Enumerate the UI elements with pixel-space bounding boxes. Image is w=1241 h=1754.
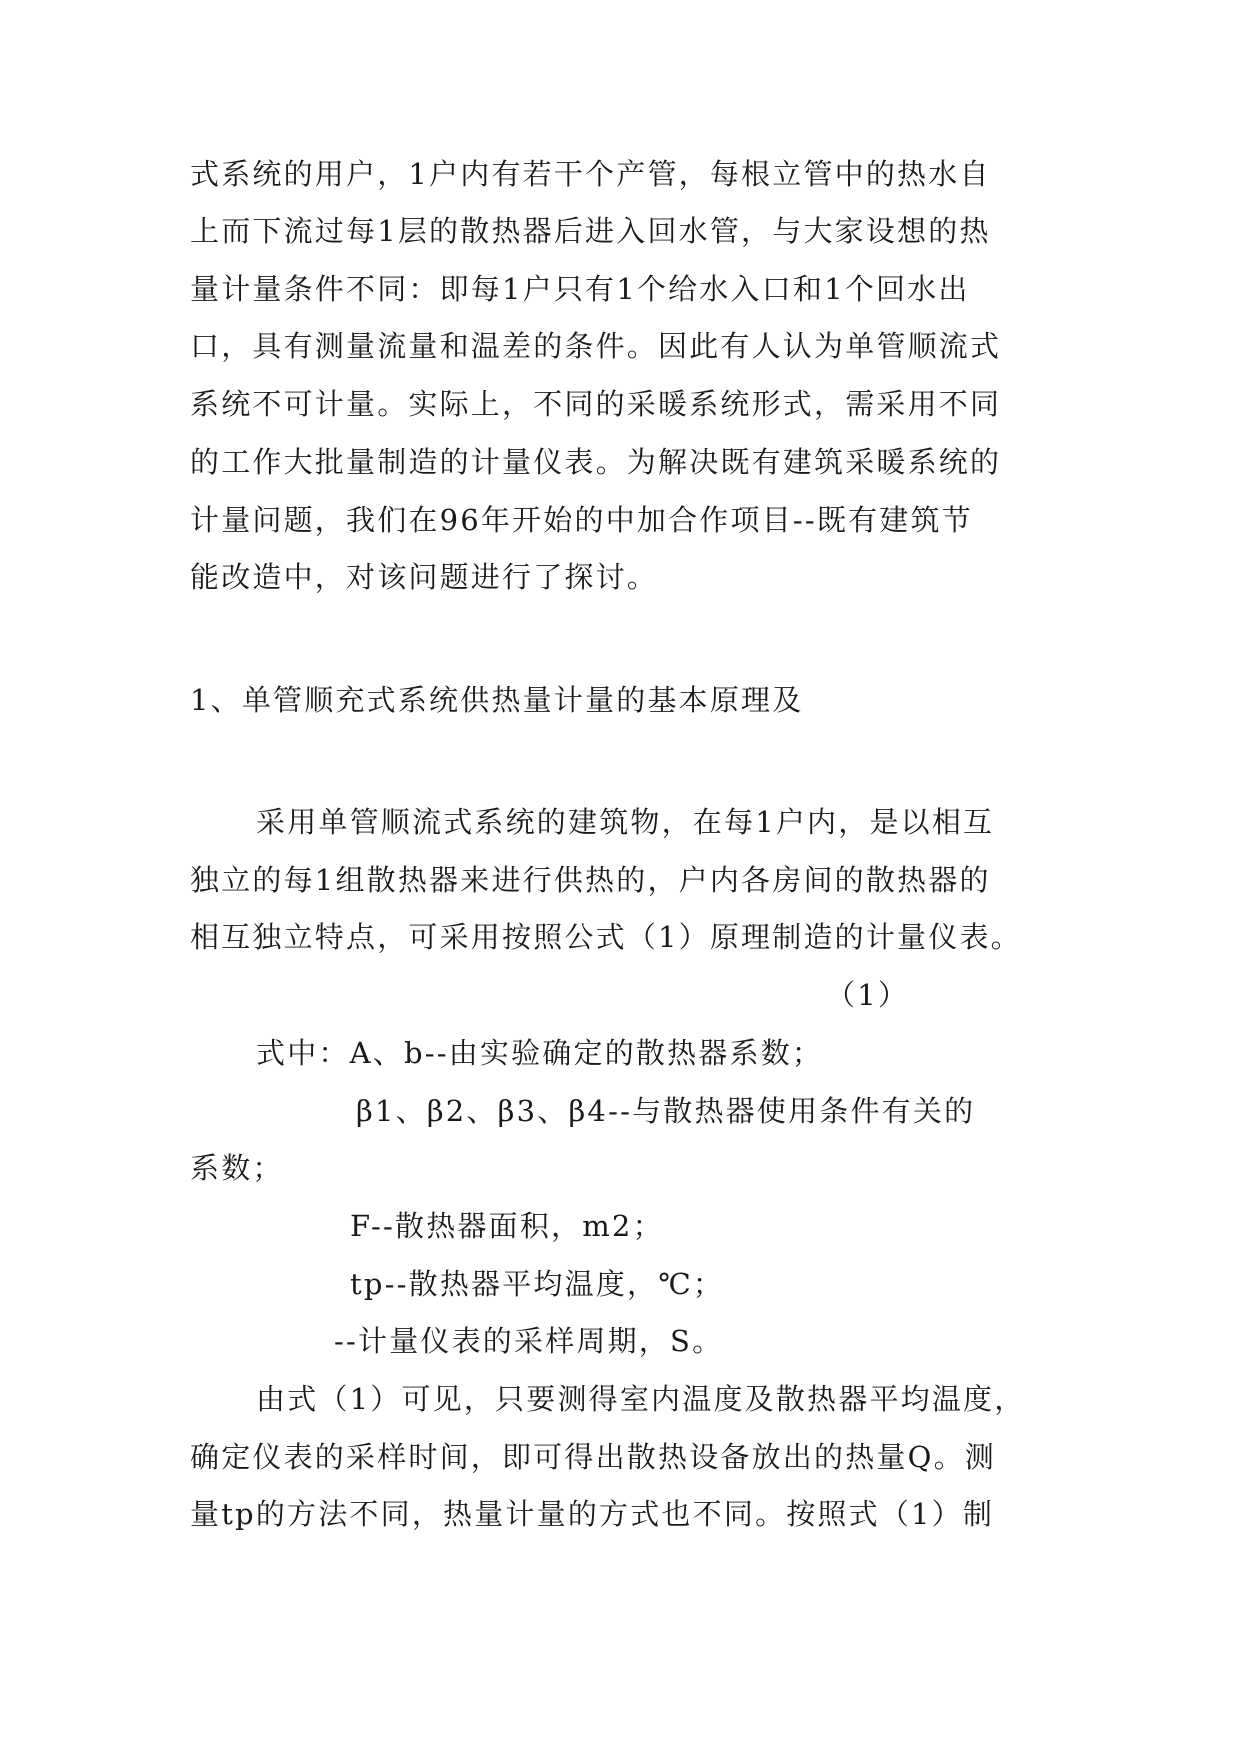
formula-legend-line-1: 式中：A、b--由实验确定的散热器系数； xyxy=(256,1036,824,1070)
paragraph-line-8: 能改造中，对该问题进行了探讨。 xyxy=(190,560,659,594)
paragraph-line-9: 采用单管顺流式系统的建筑物，在每1户内，是以相互 xyxy=(256,805,995,839)
paragraph-line-11: 相互独立特点，可采用按照公式（1）原理制造的计量仪表。 xyxy=(190,920,1022,954)
paragraph-line-3: 量计量条件不同：即每1户只有1个给水入口和1个回水出 xyxy=(190,272,970,306)
formula-legend-line-3: 系数； xyxy=(190,1151,284,1185)
paragraph-line-6: 的工作大批量制造的计量仪表。为解决既有建筑采暖系统的 xyxy=(190,445,1002,479)
paragraph-line-5: 系统不可计量。实际上，不同的采暖系统形式，需采用不同 xyxy=(190,387,1002,421)
paragraph-line-7: 计量问题，我们在96年开始的中加合作项目--既有建筑节 xyxy=(190,503,973,537)
formula-number: （1） xyxy=(826,978,910,1012)
paragraph-line-2: 上而下流过每1层的散热器后进入回水管，与大家设想的热 xyxy=(190,214,991,248)
formula-legend-line-6: --计量仪表的采样周期，S。 xyxy=(334,1324,724,1358)
formula-legend-line-4: F--散热器面积，m2； xyxy=(350,1209,664,1243)
formula-legend-line-5: tp--散热器平均温度，℃； xyxy=(350,1267,725,1301)
paragraph-line-13: 确定仪表的采样时间，即可得出散热设备放出的热量Q。测 xyxy=(190,1440,996,1474)
paragraph-line-10: 独立的每1组散热器来进行供热的，户内各房间的散热器的 xyxy=(190,863,991,897)
paragraph-line-4: 口，具有测量流量和温差的条件。因此有人认为单管顺流式 xyxy=(190,329,1002,363)
formula-legend-line-2: β1、β2、β3、β4--与散热器使用条件有关的 xyxy=(356,1094,976,1128)
paragraph-line-1: 式系统的用户，1户内有若干个产管，每根立管中的热水自 xyxy=(190,157,991,191)
paragraph-line-14: 量tp的方法不同，热量计量的方式也不同。按照式（1）制 xyxy=(190,1497,995,1531)
section-heading: 1、单管顺充式系统供热量计量的基本原理及 xyxy=(190,683,804,717)
paragraph-line-12: 由式（1）可见，只要测得室内温度及散热器平均温度， xyxy=(256,1382,1026,1416)
